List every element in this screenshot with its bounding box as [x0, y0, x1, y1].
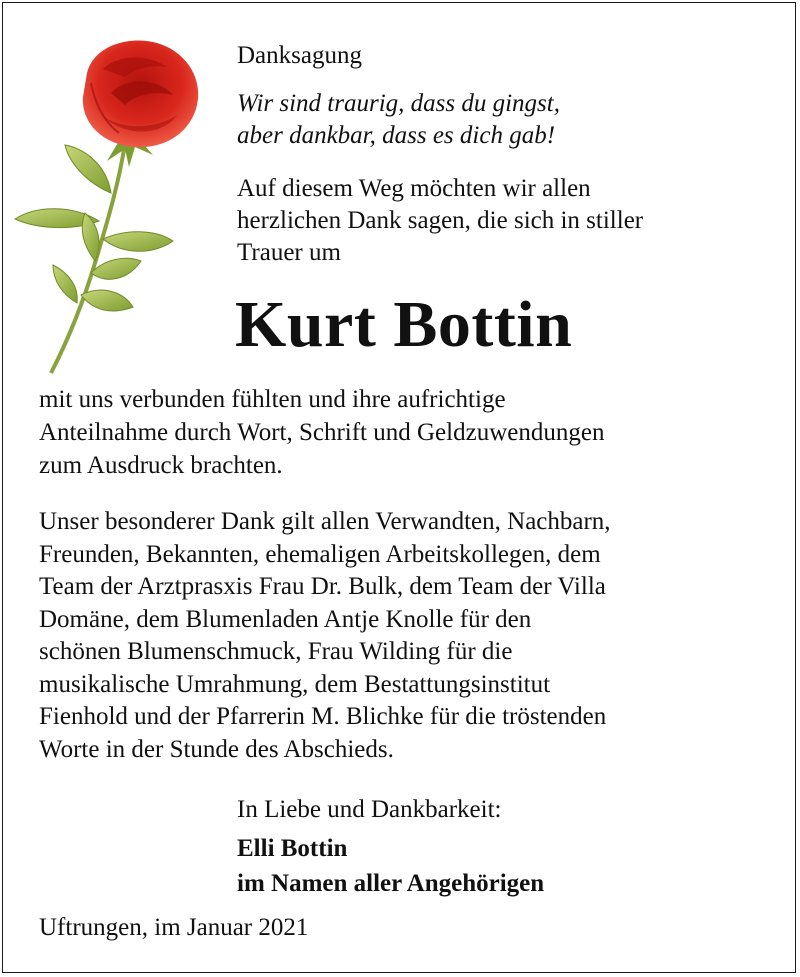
poem-quote — [237, 88, 560, 152]
place-date: Uftrungen, im Januar 2021 — [39, 914, 309, 941]
body-line: Worte in der Stunde des Abschieds. — [39, 735, 394, 763]
red-rose-icon — [7, 33, 217, 378]
poem-line: aber dankbar, dass es dich gab! — [237, 122, 556, 149]
closing-phrase: In Liebe und Dankbarkeit: — [237, 796, 502, 823]
body-line: mit uns verbunden fühlten und ihre aufrichtige — [39, 386, 506, 413]
body-line: musikalische Umrahmung, dem Bestattungsinstitut — [39, 670, 551, 698]
body-line: Team der Arztprasxis Frau Dr. Bulk, dem Team der Villa — [39, 573, 606, 600]
body-line: schönen Blumenschmuck, Frau Wilding für die — [39, 638, 513, 665]
intro-line: herzlichen Dank sagen, die sich in stiller — [237, 207, 644, 234]
intro-line: Trauer um — [237, 239, 341, 266]
body-line: Domäne, dem Blumenladen Antje Knolle für den — [39, 605, 532, 633]
body-paragraph-1 — [39, 383, 604, 482]
body-paragraph-2 — [39, 506, 611, 766]
body-line: Freunden, Bekannten, ehemaligen Arbeitskollegen, dem — [39, 540, 601, 568]
signer-relation: im Namen aller Angehörigen — [237, 870, 545, 897]
intro-line: Auf diesem Weg möchten wir allen — [237, 175, 591, 202]
body-line: Unser besonderer Dank gilt allen Verwandten, Nachbarn, — [39, 508, 611, 535]
obituary-notice — [2, 2, 796, 973]
signer-name: Elli Bottin — [237, 835, 348, 862]
poem-line: Wir sind traurig, dass du gingst, — [237, 90, 560, 117]
notice-heading: Danksagung — [237, 42, 362, 69]
body-line: zum Ausdruck brachten. — [39, 452, 283, 479]
body-line: Anteilnahme durch Wort, Schrift und Geldzuwendungen — [39, 419, 605, 446]
body-line: Fienhold und der Pfarrerin M. Blichke für die tröstenden — [39, 703, 607, 730]
deceased-name: Kurt Bottin — [235, 288, 573, 361]
intro-text — [237, 173, 643, 269]
signer-block — [237, 831, 544, 901]
